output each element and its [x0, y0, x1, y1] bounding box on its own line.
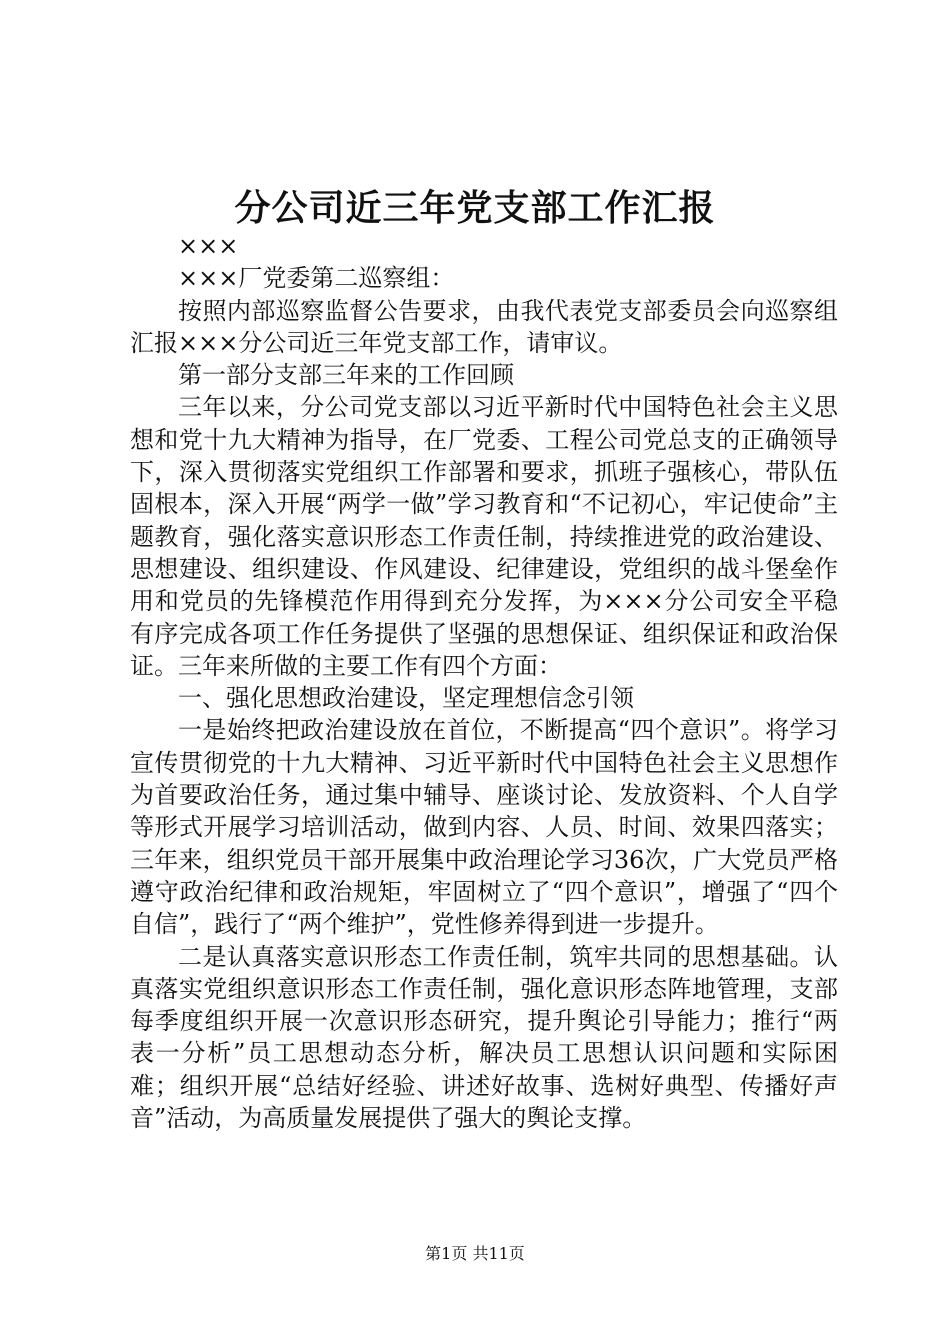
point-two-paragraph: 二是认真落实意识形态工作责任制，筑牢共同的思想基础。认真落实党组织意识形态工作责任制，强化意识形态阵地管理，支部每季度组织开展一次意识形态研究，提升舆论引导能力；推行“两表一分析”员工思想动态分析，解决员工思想认识问题和实际困难；组织开展“总结好经验、讲述好故事、选树好典型、传播好声音”活动，为高质量发展提供了强大的舆论支撑。: [130, 942, 838, 1133]
page-number-footer: 第1页 共11页: [425, 1244, 525, 1263]
intro-paragraph: 按照内部巡察监督公告要求，由我代表党支部委员会向巡察组汇报×××分公司近三年党支部工作，请审议。: [130, 296, 838, 357]
document-title: 分公司近三年党支部工作汇报: [234, 187, 716, 229]
document-body: [130, 230, 838, 1134]
section-heading-part-one: 第一部分支部三年来的工作回顾: [178, 361, 514, 390]
point-one-paragraph: 一是始终把政治建设放在首位，不断提高“四个意识”。将学习宣传贯彻党的十九大精神、习近平新时代中国特色社会主义思想作为首要政治任务，通过集中辅导、座谈讨论、发放资料、个人自学等形式开展学习培训活动，做到内容、人员、时间、效果四落实；三年来，组织党员干部开展集中政治理论学习36次，广大党员严格遵守政治纪律和政治规矩，牢固树立了“四个意识”，增强了“四个自信”，践行了“两个维护”，党性修养得到进一步提升。: [130, 716, 838, 939]
recipient-line: ×××厂党委第二巡察组：: [178, 264, 455, 293]
recipient-placeholder: ×××: [178, 232, 239, 260]
overview-paragraph: 三年以来，分公司党支部以习近平新时代中国特色社会主义思想和党十九大精神为指导，在厂党委、工程公司党总支的正确领导下，深入贯彻落实党组织工作部署和要求，抓班子强核心，带队伍固根本，深入开展“两学一做”学习教育和“不记初心，牢记使命”主题教育，强化落实意识形态工作责任制，持续推进党的政治建设、思想建设、组织建设、作风建设、纪律建设，党组织的战斗堡垒作用和党员的先锋模范作用得到充分发挥，为×××分公司安全平稳有序完成各项工作任务提供了坚强的思想保证、组织保证和政治保证。三年来所做的主要工作有四个方面：: [130, 393, 838, 680]
subsection-heading-one: 一、强化思想政治建设，坚定理想信念引领: [178, 684, 634, 713]
